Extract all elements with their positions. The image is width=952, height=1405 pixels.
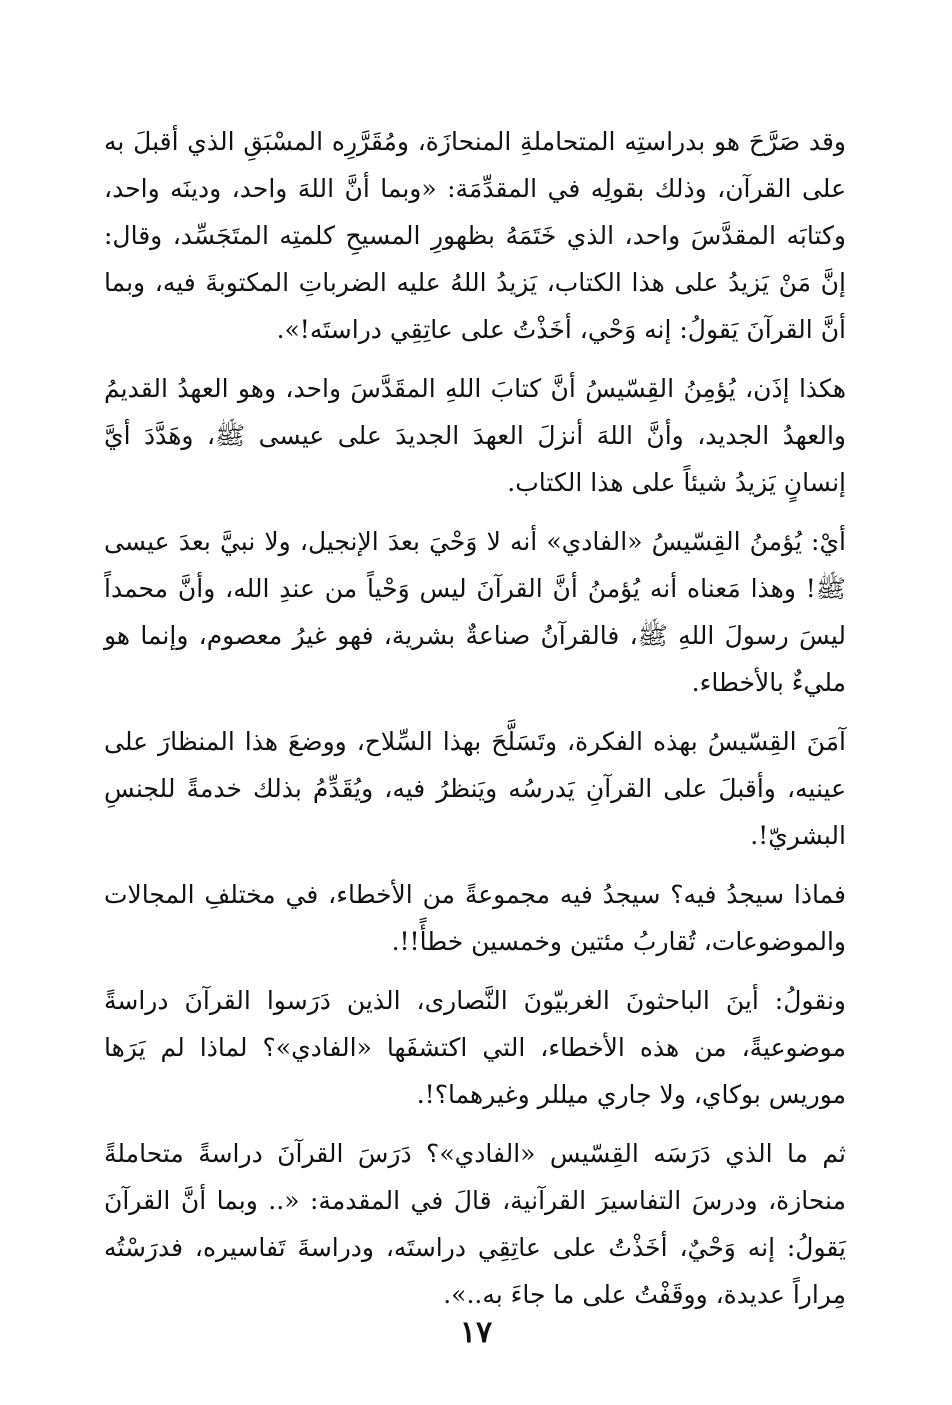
- page-number: ١٧: [459, 1315, 493, 1350]
- page-body: [104, 118, 846, 1318]
- paragraph: ونقولُ: أينَ الباحثونَ الغربيّونَ النَّصارى، الذين دَرَسوا القرآنَ دراسةً موضوعيةً، من هذه الأخطاء، التي اكتشفَها «الفادي»؟ لماذا لم يَرَها موريس بوكاي، ولا جاري ميللر وغيرهما؟!.: [104, 986, 846, 1109]
- paragraph: آمَنَ القِسّيسُ بهذه الفكرة، وتَسَلَّحَ بهذا السِّلاح، ووضعَ هذا المنظارَ على عينيه، وأقبلَ على القرآنِ يَدرسُه ويَنظرُ فيه، ويُقَدِّمُ بذلك خدمةً للجنسِ البشريّ!.: [104, 727, 846, 850]
- paragraph: فماذا سيجدُ فيه؟ سيجدُ فيه مجموعةً من الأخطاء، في مختلفِ المجالات والموضوعات، تُقاربُ مئتين وخمسين خطأً!!.: [104, 880, 846, 956]
- paragraph: وقد صَرَّحَ هو بدراستِه المتحاملةِ المنحازَة، ومُقَرَّرِه المسْبَقِ الذي أقبلَ به على القرآن، وذلك بقولِه في المقدِّمَة: «وبما أنَّ اللهَ واحد، ودينَه واحد، وكتابَه المقدَّسَ واحد، الذي خَتَمَهُ بظهورِ المسيحِ كلمتِه المتَجَسِّد، وقال: إنَّ مَنْ يَزيدُ على هذا الكتاب، يَزيدُ اللهُ عليه الضرباتِ المكتوبةَ فيه، وبما أنَّ القرآنَ يَقولُ: إنه وَحْي، أخَذْتُ على عاتِقِي دراستَه!».: [104, 127, 846, 344]
- paragraph: هكذا إذَن، يُؤمِنُ القِسّيسُ أنَّ كتابَ اللهِ المقَدَّسَ واحد، وهو العهدُ القديمُ والعهدُ الجديد، وأنَّ اللهَ أنزلَ العهدَ الجديدَ على عيسى ﷺ، وهَدَّدَ أيَّ إنسانٍ يَزيدُ شيئاً على هذا الكتاب.: [104, 374, 846, 497]
- paragraph: ثم ما الذي دَرَسَه القِسّيس «الفادي»؟ دَرَسَ القرآنَ دراسةً متحاملةً منحازة، ودرسَ التفاسيرَ القرآنية، قالَ في المقدمة: «.. وبما أنَّ القرآنَ يَقولُ: إنه وَحْيٌ، أخَذْتُ على عاتِقِي دراستَه، ودراسةَ تَفاسيره، فدرَسْتُه مِراراً عديدة، ووقَفْتُ على ما جاءَ به..».: [104, 1139, 846, 1309]
- paragraph: أيْ: يُؤمنُ القِسّيسُ «الفادي» أنه لا وَحْيَ بعدَ الإنجيل، ولا نبيَّ بعدَ عيسى ﷺ! وهذا مَعناه أنه يُؤمنُ أنَّ القرآنَ ليس وَحْياً من عندِ الله، وأنَّ محمداً ليسَ رسولَ اللهِ ﷺ، فالقرآنُ صناعةٌ بشرية، فهو غيرُ معصوم، وإنما هو مليءٌ بالأخطاء.: [104, 527, 846, 697]
